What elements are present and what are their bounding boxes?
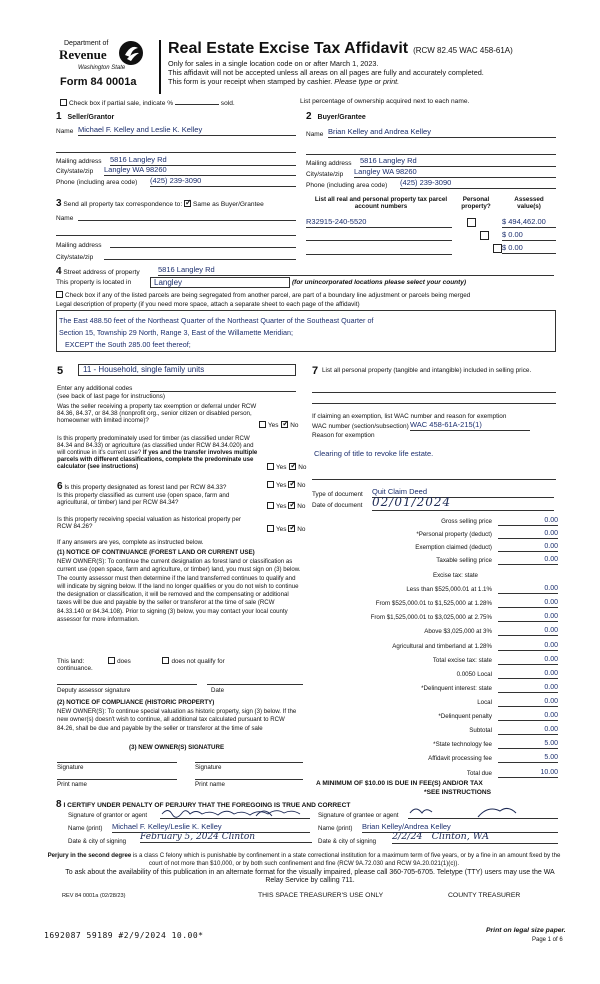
calc-value[interactable]: 0.00 <box>498 670 558 679</box>
seller-section-number: 1 <box>56 111 62 122</box>
calc-value[interactable]: 0.00 <box>498 613 558 622</box>
calc-value[interactable]: 0.00 <box>498 627 558 636</box>
new-owner-signature-2[interactable] <box>195 755 303 763</box>
calc-label: Gross selling price <box>441 518 492 525</box>
seller-address-field[interactable]: 5816 Langley Rd <box>110 156 296 166</box>
doc-date-field[interactable]: 02/01/2024 <box>372 496 554 511</box>
calc-value[interactable]: 0.00 <box>498 543 558 552</box>
personal-property-label: List all personal property (tangible and intangible) included in selling price. <box>322 367 532 374</box>
current-use-no-checkbox[interactable] <box>288 502 295 509</box>
deputy-date-line[interactable] <box>207 677 303 685</box>
seller-city-label: City/state/zip <box>56 168 94 175</box>
segregated-label: Check box if any of the listed parcels are being segregated from another parcel, are part of a boundary line adjustment or parcels being merged <box>65 292 471 299</box>
calc-row <box>316 531 558 541</box>
additional-codes-label: Enter any additional codes <box>57 385 133 392</box>
calc-label: From $525,000.01 to $1,525,000 at 1.28% <box>375 600 492 607</box>
calc-value[interactable]: 5.00 <box>498 754 558 763</box>
land-does-not-label: does not qualify for <box>171 658 225 665</box>
section3-city-field[interactable] <box>104 252 296 260</box>
land-does-not-checkbox[interactable] <box>162 657 169 664</box>
located-label: This property is located in <box>56 279 132 286</box>
calc-value[interactable]: 0.00 <box>498 517 558 526</box>
calc-label: Total due <box>466 770 492 777</box>
timber-question-a: Is this property predominately used for timber (as classified under RCW 84.34 and 84.33) or agriculture (as classified under RCW 84.34.020) and will continue in it's current use? <box>57 435 254 456</box>
this-land-label: This land: <box>57 658 85 665</box>
section8-number: 8 <box>56 799 62 810</box>
exemption-yes-checkbox[interactable] <box>259 421 266 428</box>
grantee-signature-scribble <box>408 803 558 819</box>
instructions-note: If any answers are yes, complete as instructed below. <box>57 539 204 546</box>
buyer-city-label: City/state/zip <box>306 171 344 178</box>
personal-property-line2[interactable] <box>312 396 556 404</box>
section4-number: 4 <box>56 266 62 277</box>
exemption-wac-label: If claiming an exemption, list WAC number and reason for exemption <box>312 413 507 420</box>
section3-address-label: Mailing address <box>56 242 102 249</box>
grantor-name-field[interactable]: Michael F. Kelley/Leslie K. Kelley <box>112 823 310 833</box>
timber-question-b: If yes and the transfer involves multiple parcels with different classifications, complete the predominate use calculator (see instructions) <box>57 449 258 470</box>
calc-value[interactable]: 0.00 <box>498 642 558 651</box>
calc-label: Above $3,025,000 at 3% <box>424 628 492 635</box>
exemption-question: Was the seller receiving a property tax exemption or deferral under RCW 84.36, 84.37, or 84.38 (nonprofit org., senior citizen or disabled person, homeowner with limited income)? <box>57 403 257 425</box>
calc-value[interactable]: 0.00 <box>498 530 558 539</box>
partial-sale-percent[interactable] <box>175 98 219 105</box>
dor-logo <box>56 38 152 94</box>
buyer-name-label: Name <box>306 131 324 138</box>
legal-paper-note: Print on legal size paper. <box>486 927 566 934</box>
certify-statement: I CERTIFY UNDER PENALTY OF PERJURY THAT THE FOREGOING IS TRUE AND CORRECT <box>63 802 351 809</box>
unincorporated-note: (for unincorporated locations please select your county) <box>292 279 467 286</box>
notice1-heading: (1) NOTICE OF CONTINUANCE (FOREST LAND OR CURRENT USE) <box>57 549 255 556</box>
rev-number: REV 84 0001a (02/28/23) <box>62 893 126 899</box>
calc-label: *Delinquent interest: state <box>421 685 492 692</box>
parcel-personal-checkbox-1[interactable] <box>467 218 476 227</box>
calc-row <box>316 557 558 567</box>
calc-label: Less than $525,000.01 at 1.1% <box>406 586 492 593</box>
grantor-name-label: Name (print) <box>68 825 103 832</box>
this-land-row <box>57 657 225 665</box>
parcel-value-2[interactable]: $ 0.00 <box>502 231 556 241</box>
land-does-checkbox[interactable] <box>108 657 115 664</box>
form-title-row <box>168 40 513 58</box>
form-number: Form 84 0001a <box>60 76 137 88</box>
receipt-stamp: 1692087 59189 #2/9/2024 10.00* <box>44 931 204 940</box>
form-title: Real Estate Excise Tax Affidavit <box>168 40 409 57</box>
notice2-body: NEW OWNER(S): To continue special valuation as historic property, sign (3) below. If the new owner(s) doesn't wish to continue, all additional tax calculated pursuant to RCW 84.26, shall be due and payable by the seller or transferor at the time of sale <box>57 708 297 732</box>
calc-row <box>316 600 558 610</box>
buyer-section <box>306 111 556 191</box>
wac-number-field[interactable]: WAC 458-61A-215(1) <box>410 421 530 431</box>
grantee-name-label: Name (print) <box>318 825 353 832</box>
grantee-date-label: Date & city of signing <box>318 838 377 845</box>
partial-sale-label: Check box if partial sale, indicate % <box>69 100 174 107</box>
header-note3-italic: Please type or print. <box>334 77 400 86</box>
calc-row <box>316 628 558 638</box>
parcel-personal-checkbox-2[interactable] <box>480 231 489 240</box>
section3-city-label: City/state/zip <box>56 254 94 261</box>
parcel-account-3[interactable] <box>306 246 452 255</box>
parcels-col-personal: Personal property? <box>461 196 491 211</box>
partial-sale-sold: sold. <box>220 100 235 107</box>
calc-row <box>316 657 558 667</box>
new-owner-signature-1[interactable] <box>57 755 177 763</box>
alt-format-notice: To ask about the availability of this publication in an alternate format for the visually impaired, please call 360-705-6705. Teletype (TTY) users may use the WA Relay Service by calling 711. <box>65 869 555 884</box>
timber-question <box>57 435 263 470</box>
dept-line1: Department of <box>64 40 109 47</box>
street-label: Street address of property <box>63 269 140 276</box>
exemption-no-label: No <box>290 422 299 429</box>
seller-address-label: Mailing address <box>56 158 102 165</box>
section3-address-field[interactable] <box>110 240 296 248</box>
buyer-heading: Buyer/Grantee <box>317 114 366 121</box>
calc-label: Total excise tax: state <box>432 657 492 664</box>
forest-yes-label: Yes <box>276 482 287 489</box>
partial-sale-checkbox[interactable] <box>60 99 67 106</box>
perjury-notice-text: is a class C felony which is punishable by confinement in a state correctional institution for a maximum term of five years, or by a fine in an amount fixed by the court of not more than $10,000, or by both such confinement and fine (RCW 9A.72.030 and RCW 9A.20.021(1)(c)). <box>132 852 561 867</box>
seller-heading-row <box>56 111 114 123</box>
header-note3: This form is your receipt when stamped by cashier. <box>168 77 333 86</box>
calc-label: Taxable selling price <box>436 557 492 564</box>
current-use-no-label: No <box>297 503 306 510</box>
calc-row <box>316 685 558 695</box>
calc-row <box>316 544 558 554</box>
see-instructions: *SEE INSTRUCTIONS <box>424 789 492 796</box>
historic-no-checkbox[interactable] <box>288 525 295 532</box>
seller-name-field[interactable]: Michael F. Kelley and Leslie K. Kelley <box>78 126 296 136</box>
legal-line-2: Section 15, Township 29 North, Range 3, East of the Willamette Meridian; <box>59 328 293 337</box>
notice1-body: NEW OWNER(S): To continue the current designation as forest land or classification as current use (open space, farm and agriculture, or timber) land, you must sign on (3) below. The county assessor must then determine if the land transferred continues to qualify and will indicate by signing below. If the land no longer qualifies or you do not wish to continue the designation or classification, it will be removed and the compensating or additional taxes will be due and payable by the seller or transferor at the time of sale (RCW 84.33.140 or 84.34.108). Prior to signing (3) below, you may contact your local county assessor for more information. <box>57 558 301 624</box>
deputy-signature-label: Deputy assessor signature <box>57 687 131 694</box>
continuance-label: continuance. <box>57 665 93 672</box>
grantee-name-field[interactable]: Brian Kelley/Andrea Kelley <box>362 823 558 833</box>
minimum-notice: A MINIMUM OF $10.00 IS DUE IN FEE(S) AND/OR TAX <box>316 780 483 787</box>
calc-row <box>316 727 558 737</box>
timber-yes-label: Yes <box>276 464 287 471</box>
segregated-checkbox[interactable] <box>56 291 63 298</box>
new-owner-print-1[interactable] <box>57 772 177 780</box>
grantor-date-city-field[interactable]: February 5, 2024 Clinton <box>140 832 312 843</box>
calc-row <box>316 518 558 528</box>
doc-date-label: Date of document <box>312 502 363 509</box>
calc-value[interactable]: 0.00 <box>498 556 558 565</box>
new-owner-print-2[interactable] <box>195 772 303 780</box>
seller-name-line2[interactable] <box>56 145 296 153</box>
calc-value[interactable]: 0.00 <box>498 656 558 665</box>
dept-line2: Revenue <box>59 47 107 62</box>
deputy-date-label: Date <box>211 687 225 694</box>
new-owner-print-label-2: Print name <box>195 781 225 788</box>
partial-sale-row <box>60 98 235 108</box>
form-citation: (RCW 82.45 WAC 458-61A) <box>413 46 513 55</box>
title-divider <box>159 40 161 94</box>
dept-line3: Washington State <box>78 65 126 71</box>
section3 <box>56 198 296 264</box>
section6 <box>57 481 307 811</box>
timber-no-label: No <box>298 464 307 471</box>
section8 <box>56 799 558 849</box>
calc-label: *Personal property (deduct) <box>416 531 492 538</box>
calc-label: *State technology fee <box>433 741 492 748</box>
calc-row <box>316 755 558 765</box>
grantor-sig-label: Signature of grantor or agent <box>68 812 148 819</box>
exemption-yes-label: Yes <box>268 422 279 429</box>
calc-row <box>316 572 558 582</box>
additional-codes-field[interactable] <box>150 384 296 392</box>
ownership-note: List percentage of ownership acquired next to each name. <box>300 98 470 105</box>
segregated-row <box>56 291 470 299</box>
calc-row <box>316 643 558 653</box>
calc-row <box>316 770 558 780</box>
reason-line2[interactable] <box>312 472 556 480</box>
historic-yes-no <box>267 525 305 533</box>
doc-type-label: Type of document <box>312 491 363 498</box>
grantee-date-city-field[interactable]: 2/2/24 Clinton, WA <box>392 832 558 844</box>
doc-type-field[interactable]: Quit Claim Deed <box>372 488 554 498</box>
seller-heading: Seller/Grantor <box>67 114 115 121</box>
legal-description-box[interactable] <box>56 310 556 352</box>
notice3-heading: (3) NEW OWNER(S) SIGNATURE <box>129 744 225 751</box>
calc-value[interactable]: 0.00 <box>498 585 558 594</box>
legal-line-1: The East 488.50 feet of the Northeast Quarter of the Northeast Quarter of the Southeast Quarter of <box>59 316 374 325</box>
historic-question: Is this property receiving special valuation as historical property per RCW 84.26? <box>57 516 241 531</box>
reason-label: Reason for exemption <box>312 432 375 439</box>
treasurer-use: THIS SPACE TREASURER'S USE ONLY <box>258 892 384 899</box>
parcels-col-account: List all real and personal property tax parcel account numbers <box>314 196 448 211</box>
calc-label: Excise tax: state <box>432 572 478 579</box>
parcels-table <box>306 196 556 258</box>
calc-label: 0.0050 Local <box>456 671 492 678</box>
calc-value[interactable]: 0.00 <box>498 712 558 721</box>
calc-label: Agricultural and timberland at 1.28% <box>392 643 492 650</box>
calc-label: *Delinquent penalty <box>438 713 492 720</box>
section3-name-field[interactable] <box>78 212 296 221</box>
current-use-yes-label: Yes <box>276 503 287 510</box>
new-owner-signature-label-1: Signature <box>57 764 84 771</box>
revenue-swoosh-icon <box>118 40 144 66</box>
street-row <box>56 266 140 278</box>
header-note3-row <box>168 78 399 86</box>
calc-label: Exemption claimed (deduct) <box>415 544 492 551</box>
same-as-buyer-label: Same as Buyer/Grantee <box>193 201 264 208</box>
section5-number: 5 <box>57 365 64 377</box>
buyer-name-field[interactable]: Brian Kelley and Andrea Kelley <box>328 128 556 138</box>
calc-value[interactable]: 0.00 <box>498 698 558 707</box>
calc-label: From $1,525,000.01 to $3,025,000 at 2.75% <box>370 614 492 621</box>
parcel-account-1[interactable]: R32915-240-5520 <box>306 218 452 228</box>
timber-yes-checkbox[interactable] <box>267 463 274 470</box>
header-note2: This affidavit will not be accepted unless all areas on all pages are fully and accurately completed. <box>168 68 484 77</box>
forest-question-row <box>57 481 226 493</box>
calc-value[interactable]: 0.00 <box>498 684 558 693</box>
parcel-value-1[interactable]: $ 494,462.00 <box>502 218 556 228</box>
section3-number: 3 <box>56 198 62 209</box>
historic-yes-label: Yes <box>276 526 287 533</box>
calc-row <box>316 699 558 709</box>
calc-row <box>316 713 558 723</box>
section3-name-line2[interactable] <box>56 228 296 236</box>
street-address-field[interactable]: 5816 Langley Rd <box>158 266 554 276</box>
section4 <box>56 266 556 352</box>
parcel-account-2[interactable] <box>306 232 452 241</box>
personal-property-line1[interactable] <box>312 385 556 393</box>
deputy-signature-line[interactable] <box>57 677 197 685</box>
calc-row <box>316 671 558 681</box>
grantee-sig-label: Signature of grantee or agent <box>318 812 399 819</box>
section3-heading-row <box>56 198 264 210</box>
buyer-name-line2[interactable] <box>306 147 556 155</box>
legal-desc-label: Legal description of property (if you need more space, attach a separate sheet to each page of the affidavit) <box>56 301 360 308</box>
seller-phone-field[interactable]: (425) 239-3090 <box>150 177 296 187</box>
calc-value[interactable]: 0.00 <box>498 599 558 608</box>
buyer-phone-field[interactable]: (425) 239-3090 <box>400 179 556 189</box>
perjury-notice <box>44 852 564 867</box>
new-owner-signature-label-2: Signature <box>195 764 222 771</box>
current-use-question: Is this property classified as current use (open space, farm and agricultural, or timber) land per RCW 84.34? <box>57 492 230 507</box>
grantor-signature-field[interactable] <box>160 807 310 819</box>
reason-field[interactable]: Clearing of title to revoke life estate. <box>314 449 434 458</box>
calc-value[interactable]: 10.00 <box>498 769 558 778</box>
buyer-phone-label: Phone (including area code) <box>306 182 388 189</box>
buyer-city-field[interactable]: Langley WA 98260 <box>354 168 556 178</box>
calc-label: Local <box>477 699 492 706</box>
buyer-address-field[interactable]: 5816 Langley Rd <box>360 157 556 167</box>
section7 <box>306 365 556 515</box>
codes-note: (see back of last page for instructions) <box>57 393 165 400</box>
historic-yes-checkbox[interactable] <box>267 525 274 532</box>
section6-number: 6 <box>57 481 63 492</box>
calc-value[interactable]: 5.00 <box>498 740 558 749</box>
notice2-heading: (2) NOTICE OF COMPLIANCE (HISTORIC PROPERTY) <box>57 699 215 706</box>
buyer-heading-row <box>306 111 366 123</box>
seller-section <box>56 111 296 191</box>
grantor-signature-scribble <box>160 805 310 819</box>
forest-yes-checkbox[interactable] <box>267 481 274 488</box>
forest-question: Is this property designated as forest land per RCW 84.33? <box>64 484 227 491</box>
section7-number: 7 <box>312 365 319 377</box>
legal-line-3: EXCEPT the South 285.00 feet thereof; <box>65 340 191 349</box>
historic-no-label: No <box>297 526 306 533</box>
wac-number-label: WAC number (section/subsection) <box>312 423 409 430</box>
new-owner-print-label-1: Print name <box>57 781 87 788</box>
page-number: Page 1 of 6 <box>532 937 563 943</box>
seller-city-field[interactable]: Langley WA 98260 <box>104 166 296 176</box>
land-use-select[interactable]: 11 - Household, single family units <box>78 364 296 376</box>
exemption-no-checkbox[interactable] <box>281 421 288 428</box>
seller-phone-label: Phone (including area code) <box>56 179 138 186</box>
section3-name-label: Name <box>56 215 74 222</box>
timber-yes-no <box>267 463 306 471</box>
parcel-personal-checkbox-3[interactable] <box>493 244 502 253</box>
forest-no-label: No <box>297 482 306 489</box>
seller-name-label: Name <box>56 128 74 135</box>
header-note1: Only for sales in a single location code on or after March 1, 2023. <box>168 59 379 68</box>
timber-no-checkbox[interactable] <box>289 463 296 470</box>
grantor-date-label: Date & city of signing <box>68 838 127 845</box>
forest-no-checkbox[interactable] <box>288 481 295 488</box>
county-treasurer: COUNTY TREASURER <box>448 892 521 899</box>
calc-row <box>316 614 558 624</box>
grantee-signature-field[interactable] <box>408 807 558 819</box>
parcels-col-assessed: Assessed value(s) <box>514 196 544 211</box>
calc-value[interactable]: 0.00 <box>498 726 558 735</box>
exemption-yes-no <box>259 421 298 429</box>
buyer-address-label: Mailing address <box>306 160 352 167</box>
same-as-buyer-checkbox[interactable] <box>184 200 191 207</box>
current-use-yes-no <box>267 502 305 510</box>
forest-yes-no <box>267 481 305 489</box>
parcel-value-3[interactable]: $ 0.00 <box>502 244 556 254</box>
current-use-yes-checkbox[interactable] <box>267 502 274 509</box>
calc-label: Subtotal <box>469 727 492 734</box>
calc-label: Affidavit processing fee <box>428 755 492 762</box>
section3-label: Send all property tax correspondence to: <box>63 201 183 208</box>
land-does-label: does <box>117 658 131 665</box>
located-select[interactable]: Langley <box>150 277 290 288</box>
calc-row <box>316 741 558 751</box>
calc-row <box>316 586 558 596</box>
perjury-notice-bold: Perjury in the second degree <box>47 852 132 859</box>
buyer-section-number: 2 <box>306 111 312 122</box>
